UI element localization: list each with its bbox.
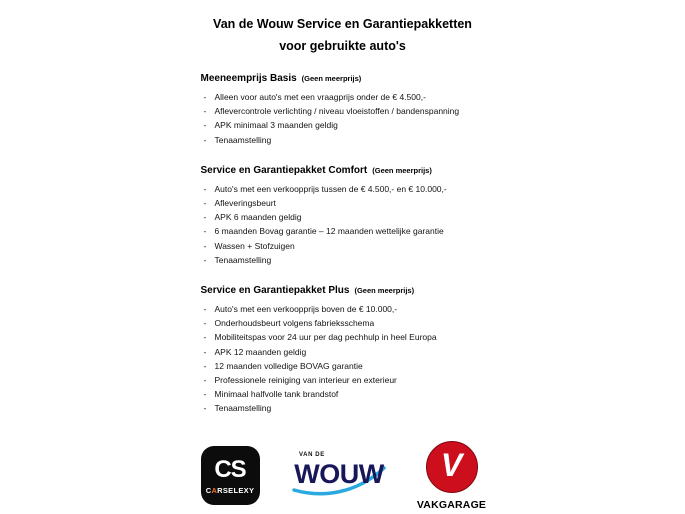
package-feature-item: - 12 maanden volledige BOVAG garantie: [201, 359, 485, 373]
section-meeneemprijs-basis: [201, 73, 485, 147]
section-heading: [201, 285, 485, 296]
carselexy-logo: [201, 446, 260, 505]
feature-list: [201, 302, 485, 416]
package-feature-item: - Wassen + Stofzuigen: [201, 239, 485, 253]
document-title-line1: Van de Wouw Service en Garantiepakketten: [213, 17, 472, 31]
section-heading-note: (Geen meerprijs): [354, 286, 415, 296]
carselexy-monogram-icon: CS: [214, 456, 246, 484]
carselexy-wordmark: [206, 487, 255, 495]
package-feature-item: - Auto's met een verkoopprijs tussen de € 4.500,- en € 10.000,-: [201, 182, 485, 196]
section-heading-text: Service en Garantiepakket Plus: [200, 285, 350, 297]
section-heading-note: (Geen meerprijs): [301, 74, 362, 83]
section-pakket-comfort: [201, 165, 485, 267]
section-heading: [201, 165, 485, 176]
wouw-wordmark: WOUW: [294, 458, 384, 489]
package-feature-item: - Tenaamstelling: [201, 133, 485, 147]
package-feature-item: - Professionele reiniging van interieur en exterieur: [201, 373, 485, 387]
section-heading-text: Meeneemprijs Basis: [200, 73, 297, 84]
package-feature-item: - APK 12 maanden geldig: [201, 345, 485, 359]
van-de-wouw-logo: [290, 449, 388, 503]
package-feature-item: - Afleveringsbeurt: [201, 196, 485, 210]
package-feature-item: - Tenaamstelling: [201, 401, 485, 415]
feature-list: [201, 182, 485, 267]
document-title: [0, 0, 685, 57]
vakgarage-v-initial: V: [440, 447, 463, 484]
package-feature-item: - APK minimaal 3 maanden geldig: [201, 118, 485, 132]
wouw-vande-text: VAN DE: [299, 451, 325, 458]
document-title-line2: voor gebruikte auto's: [279, 39, 406, 53]
package-feature-item: - Aflevercontrole verlichting / niveau vloeistoffen / bandenspanning: [201, 104, 485, 118]
carselexy-wordmark-prefix: C: [205, 486, 212, 496]
package-feature-item: - Minimaal halfvolle tank brandstof: [201, 387, 485, 401]
section-heading-note: (Geen meerprijs): [372, 165, 432, 175]
package-feature-item: - APK 6 maanden geldig: [201, 210, 485, 224]
package-feature-item: - Tenaamstelling: [201, 253, 485, 267]
package-feature-item: - Onderhoudsbeurt volgens fabrieksschema: [201, 316, 485, 330]
section-heading: [201, 73, 485, 84]
vakgarage-circle-icon: [426, 441, 478, 493]
package-feature-item: - Mobiliteitspas voor 24 uur per dag pechhulp in heel Europa: [201, 330, 485, 344]
feature-list: [201, 90, 485, 147]
carselexy-wordmark-accent: A: [211, 486, 218, 496]
section-pakket-plus: [201, 285, 485, 416]
package-feature-item: - Auto's met een verkoopprijs boven de € 10.000,-: [201, 302, 485, 316]
package-feature-item: - Alleen voor auto's met een vraagprijs onder de € 4.500,-: [201, 90, 485, 104]
vakgarage-logo: [416, 441, 487, 511]
packages-content: [201, 73, 485, 416]
carselexy-wordmark-suffix: RSELEXY: [217, 486, 255, 496]
partner-logos-row: [201, 441, 485, 511]
package-feature-item: - 6 maanden Bovag garantie – 12 maanden wettelijke garantie: [201, 224, 485, 238]
section-heading-text: Service en Garantiepakket Comfort: [200, 164, 368, 176]
vakgarage-wordmark: VAKGARAGE: [416, 498, 487, 511]
